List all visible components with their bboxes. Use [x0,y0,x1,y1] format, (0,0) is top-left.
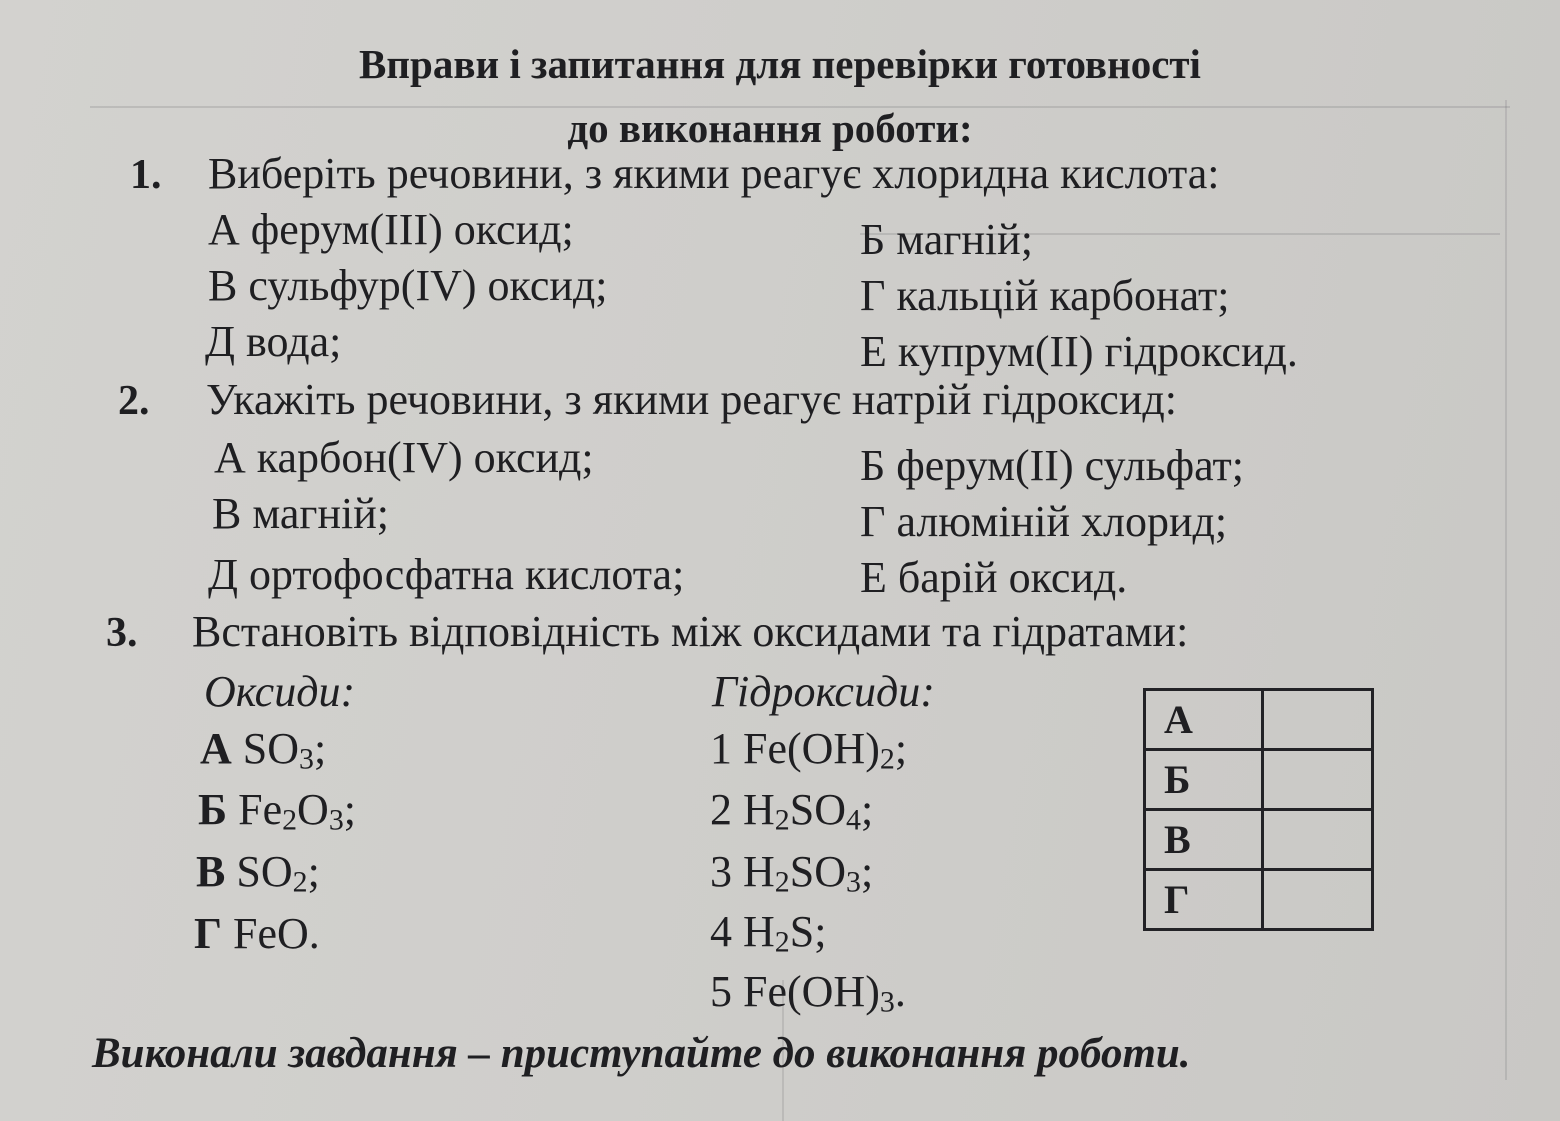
hydroxide-item: 2 $H_2SO_4$; [710,785,874,837]
oxide-item: А $SO_3$; [200,724,327,776]
oxide-item: В $SO_2$; [196,847,320,899]
answer-cell [1262,690,1372,750]
question-1-number: 1. [130,152,162,198]
hydroxide-item: 5 $Fe(OH)_3$. [710,967,906,1019]
answer-row [1145,690,1373,750]
oxides-header: Оксиди: [204,667,356,716]
answer-cell [1262,870,1372,930]
question-3-number: 3. [106,610,138,656]
q1-option-v: В сульфур(IV) оксид; [208,261,608,310]
question-3-text: Встановіть відповідність між оксидами та гідратами: [192,607,1189,656]
q1-option-a: А ферум(III) оксид; [208,205,574,254]
q2-option-a: А карбон(IV) оксид; [214,433,594,482]
answer-row [1145,870,1373,930]
section-title-line-1: Вправи і запитання для перевірки готовності [359,41,1201,87]
answer-row [1145,810,1373,870]
answer-row [1145,750,1373,810]
answer-cell [1262,810,1372,870]
answer-cell [1262,750,1372,810]
hydroxides-header: Гідроксиди: [712,667,935,716]
answer-table [1143,688,1374,931]
q2-option-e: Е барій оксид. [860,553,1128,602]
hydroxide-item: 4 $H_2S$; [710,907,827,959]
q2-option-b: Б ферум(II) сульфат; [860,441,1244,490]
section-title-line-2: до виконання роботи: [567,105,973,151]
q2-option-g: Г алюміній хлорид; [860,497,1228,546]
q1-option-e: Е купрум(II) гідроксид. [860,327,1298,376]
answer-row-label: В [1145,810,1263,870]
q1-option-b: Б магній; [860,215,1033,264]
q2-option-d: Д ортофосфатна кислота; [208,550,685,599]
q2-option-v: В магній; [212,489,390,538]
footer-instruction: Виконали завдання – приступайте до виконання роботи. [92,1030,1191,1077]
q1-option-d: Д вода; [205,317,342,366]
question-1-text: Виберіть речовини, з якими реагує хлоридна кислота: [208,149,1220,198]
q1-option-g: Г кальцій карбонат; [860,271,1230,320]
answer-row-label: Г [1145,870,1263,930]
oxide-item: Б $Fe_2O_3$; [198,785,357,837]
answer-row-label: А [1145,690,1263,750]
hydroxide-item: 3 $H_2SO_3$; [710,847,874,899]
question-2-number: 2. [118,378,150,424]
answer-row-label: Б [1145,750,1263,810]
hydroxide-item: 1 $Fe(OH)_2$; [710,724,908,776]
oxide-item: Г FeO. [194,909,320,958]
question-2-text: Укажіть речовини, з якими реагує натрій гідроксид: [206,375,1177,424]
bleed-through-line [1505,100,1507,1080]
